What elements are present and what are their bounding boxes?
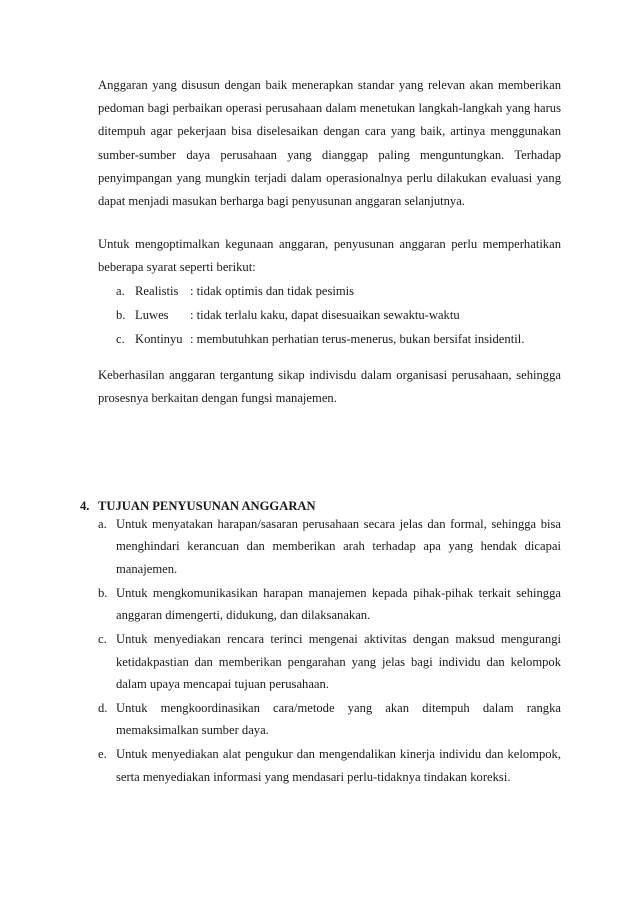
list-item-text: Untuk menyatakan harapan/sasaran perusahaan secara jelas dan formal, sehingga bisa menghindari kerancuan dan memberikan arah terhadap apa yang hendak dicapai manajemen. [116, 517, 561, 576]
list-item-description: : tidak optimis dan tidak pesimis [190, 284, 355, 298]
list-item-letter: e. [98, 747, 107, 762]
list-item-letter: c. [116, 332, 125, 346]
list-item-letter: d. [98, 701, 108, 716]
section-number: 4. [80, 499, 90, 513]
list-item-text: Untuk mengkoordinasikan cara/metode yang akan ditempuh dalam rangka memaksimalkan sumber daya. [116, 701, 561, 738]
list-item-letter: b. [116, 308, 126, 322]
paragraph-budget-success: Keberhasilan anggaran tergantung sikap indivisdu dalam organisasi perusahaan, sehingga prosesnya berkaitan dengan fungsi manajemen. [98, 368, 561, 406]
list-item-text: Untuk menyediakan alat pengukur dan mengendalikan kinerja individu dan kelompok, serta menyediakan informasi yang mendasari perlu-tidaknya tindakan koreksi. [116, 747, 561, 784]
list-item-text: Untuk mengkomunikasikan harapan manajemen kepada pihak-pihak terkait sehingga anggaran dimengerti, didukung, dan dilaksanakan. [116, 585, 561, 623]
list-item [98, 513, 561, 580]
list-item [98, 628, 561, 695]
list-item [98, 582, 561, 627]
list-item-name: Kontinyu [135, 332, 183, 346]
list-item [116, 279, 561, 303]
list-item-letter: a. [98, 517, 107, 531]
list-item-description: : tidak terlalu kaku, dapat disesuaikan sewaktu-waktu [190, 308, 460, 322]
list-item [98, 743, 561, 788]
paragraph-budget-benefits: Anggaran yang disusun dengan baik menerapkan standar yang relevan akan memberikan pedoman bagi perbaikan operasi perusahaan dalam menetukan langkah-langkah yang harus ditempuh agar pekerjaan bisa diselesaikan dengan cara yang baik, artinya menggunakan sumber-sumber daya perusahaan yang dianggap paling menguntungkan. Terhadap penyimpangan yang mungkin terjadi dalam operasionalnya perlu dilakukan evaluasi yang dapat menjadi masukan berharga bagi penyusunan anggaran selanjutnya. [98, 78, 561, 209]
list-item [116, 303, 561, 327]
list-item-description: : membutuhkan perhatian terus-menerus, bukan bersifat insidentil. [190, 332, 525, 346]
list-item-text: Untuk menyediakan rencara terinci mengenai aktivitas dengan maksud mengurangi ketidakpastian dan memberikan pengarahan yang jelas bagi individu dan kelompok dalam upaya mencapai tujuan perusahaan. [116, 632, 561, 692]
section-title: TUJUAN PENYUSUNAN ANGGARAN [98, 499, 316, 513]
list-item [116, 327, 561, 351]
list-item [98, 697, 561, 742]
paragraph-budget-requirements-intro: Untuk mengoptimalkan kegunaan anggaran, penyusunan anggaran perlu memperhatikan beberapa syarat seperti berikut: [98, 237, 561, 275]
list-item-letter: c. [98, 632, 107, 647]
requirements-list [116, 279, 561, 351]
list-item-letter: b. [98, 585, 108, 600]
list-item-name: Luwes [135, 308, 169, 322]
list-item-name: Realistis [135, 284, 179, 298]
list-item-letter: a. [116, 284, 125, 298]
goals-list [98, 513, 561, 790]
